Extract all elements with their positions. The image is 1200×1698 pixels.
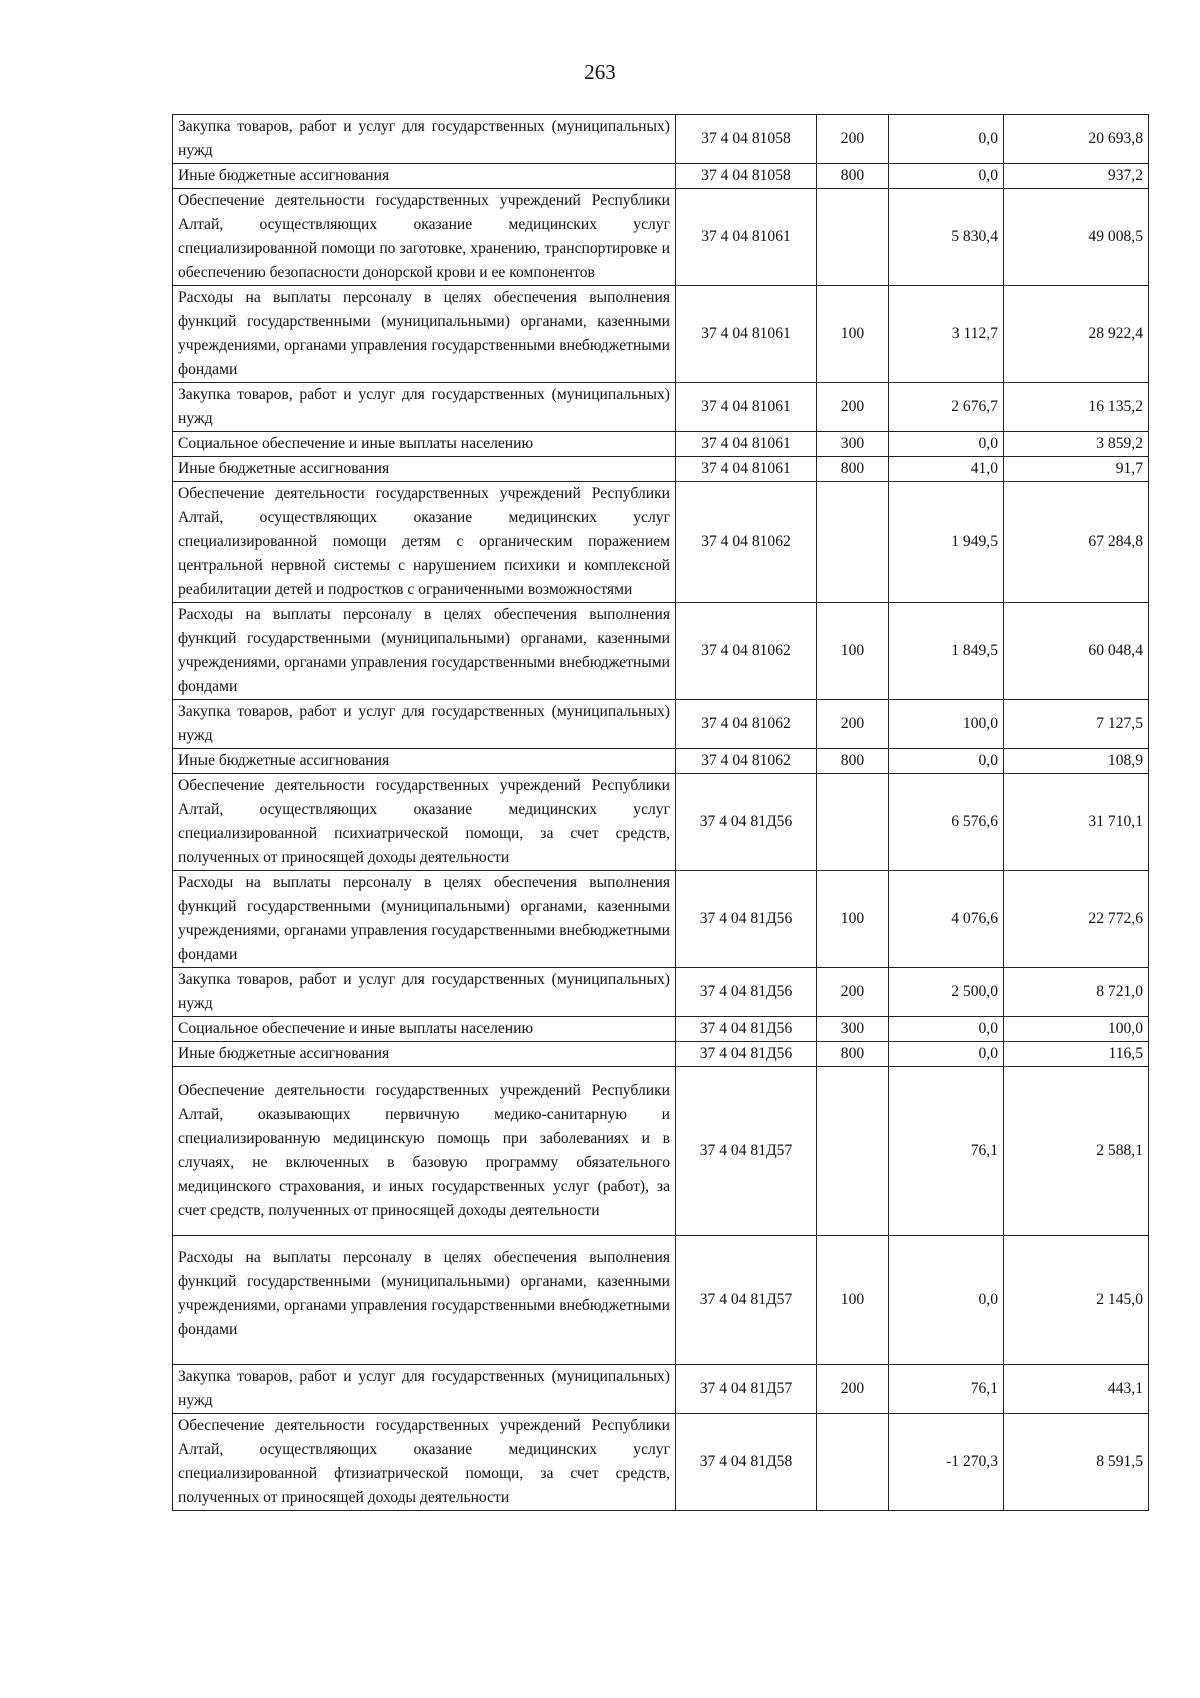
row-total: 7 127,5 xyxy=(1004,700,1149,749)
row-change: 76,1 xyxy=(889,1067,1004,1236)
row-code: 37 4 04 81061 xyxy=(676,383,817,432)
table-row xyxy=(173,1067,1149,1236)
row-change: 100,0 xyxy=(889,700,1004,749)
row-total: 108,9 xyxy=(1004,749,1149,774)
table-row xyxy=(173,1017,1149,1042)
row-expense-type: 300 xyxy=(817,1017,889,1042)
row-expense-type: 200 xyxy=(817,115,889,164)
row-total: 116,5 xyxy=(1004,1042,1149,1067)
row-name: Обеспечение деятельности государственных учреждений Республики Алтай, осуществляющих оказание медицинских услуг специализированной фтизиатрической помощи, за счет средств, полученных от приносящей доходы деятельности xyxy=(173,1414,676,1511)
table-row xyxy=(173,432,1149,457)
row-code: 37 4 04 81Д56 xyxy=(676,968,817,1017)
row-change: 0,0 xyxy=(889,1042,1004,1067)
row-name: Закупка товаров, работ и услуг для государственных (муниципальных) нужд xyxy=(173,700,676,749)
row-change: -1 270,3 xyxy=(889,1414,1004,1511)
row-expense-type: 800 xyxy=(817,749,889,774)
row-name: Расходы на выплаты персоналу в целях обеспечения выполнения функций государственными (муниципальными) органами, казенными учреждениями, органами управления государственными внебюджетными фондами xyxy=(173,603,676,700)
row-code: 37 4 04 81062 xyxy=(676,603,817,700)
row-code: 37 4 04 81Д56 xyxy=(676,871,817,968)
row-code: 37 4 04 81Д57 xyxy=(676,1236,817,1365)
row-name: Иные бюджетные ассигнования xyxy=(173,1042,676,1067)
row-expense-type: 800 xyxy=(817,164,889,189)
row-name: Закупка товаров, работ и услуг для государственных (муниципальных) нужд xyxy=(173,968,676,1017)
row-total: 60 048,4 xyxy=(1004,603,1149,700)
row-expense-type: 800 xyxy=(817,457,889,482)
row-expense-type: 300 xyxy=(817,432,889,457)
row-name: Обеспечение деятельности государственных учреждений Республики Алтай, осуществляющих оказание медицинских услуг специализированной помощи детям с органическим поражением центральной нервной системы с нарушением психики и комплексной реабилитации детей и подростков с ограниченными возможностями xyxy=(173,482,676,603)
row-total: 28 922,4 xyxy=(1004,286,1149,383)
row-change: 3 112,7 xyxy=(889,286,1004,383)
table-row xyxy=(173,871,1149,968)
row-total: 2 145,0 xyxy=(1004,1236,1149,1365)
row-code: 37 4 04 81062 xyxy=(676,749,817,774)
row-code: 37 4 04 81061 xyxy=(676,189,817,286)
row-expense-type: 100 xyxy=(817,1236,889,1365)
row-expense-type xyxy=(817,482,889,603)
row-total: 20 693,8 xyxy=(1004,115,1149,164)
row-name: Обеспечение деятельности государственных учреждений Республики Алтай, оказывающих первичную медико-санитарную и специализированную медицинскую помощь при заболеваниях и в случаях, не включенных в базовую программу обязательного медицинского страхования, и иных государственных услуг (работ), за счет средств, полученных от приносящей доходы деятельности xyxy=(173,1067,676,1236)
table-row xyxy=(173,286,1149,383)
row-total: 443,1 xyxy=(1004,1365,1149,1414)
table-row xyxy=(173,774,1149,871)
row-name: Обеспечение деятельности государственных учреждений Республики Алтай, осуществляющих оказание медицинских услуг специализированной помощи по заготовке, хранению, транспортировке и обеспечению безопасности донорской крови и ее компонентов xyxy=(173,189,676,286)
row-expense-type: 100 xyxy=(817,286,889,383)
row-change: 0,0 xyxy=(889,749,1004,774)
row-total: 8 721,0 xyxy=(1004,968,1149,1017)
row-change: 1 849,5 xyxy=(889,603,1004,700)
table-row xyxy=(173,1414,1149,1511)
table-row xyxy=(173,164,1149,189)
row-change: 0,0 xyxy=(889,1017,1004,1042)
row-expense-type: 800 xyxy=(817,1042,889,1067)
table-row xyxy=(173,383,1149,432)
page-number: 263 xyxy=(584,60,616,84)
row-expense-type: 200 xyxy=(817,1365,889,1414)
row-change: 4 076,6 xyxy=(889,871,1004,968)
row-total: 91,7 xyxy=(1004,457,1149,482)
table-row xyxy=(173,603,1149,700)
row-total: 3 859,2 xyxy=(1004,432,1149,457)
row-change: 0,0 xyxy=(889,1236,1004,1365)
row-code: 37 4 04 81Д56 xyxy=(676,1042,817,1067)
row-total: 31 710,1 xyxy=(1004,774,1149,871)
row-name: Расходы на выплаты персоналу в целях обеспечения выполнения функций государственными (муниципальными) органами, казенными учреждениями, органами управления государственными внебюджетными фондами xyxy=(173,1236,676,1365)
row-expense-type xyxy=(817,189,889,286)
table-row xyxy=(173,115,1149,164)
row-change: 2 500,0 xyxy=(889,968,1004,1017)
row-expense-type xyxy=(817,1067,889,1236)
row-total: 49 008,5 xyxy=(1004,189,1149,286)
table-row xyxy=(173,482,1149,603)
budget-table-body xyxy=(173,115,1149,1511)
row-expense-type: 200 xyxy=(817,383,889,432)
row-code: 37 4 04 81061 xyxy=(676,432,817,457)
row-change: 0,0 xyxy=(889,432,1004,457)
table-row xyxy=(173,1365,1149,1414)
row-code: 37 4 04 81Д57 xyxy=(676,1365,817,1414)
budget-table xyxy=(172,114,1149,1511)
table-row xyxy=(173,1236,1149,1365)
row-code: 37 4 04 81062 xyxy=(676,700,817,749)
row-code: 37 4 04 81Д58 xyxy=(676,1414,817,1511)
row-change: 41,0 xyxy=(889,457,1004,482)
row-change: 0,0 xyxy=(889,164,1004,189)
row-name: Социальное обеспечение и иные выплаты населению xyxy=(173,1017,676,1042)
row-total: 937,2 xyxy=(1004,164,1149,189)
row-name: Иные бюджетные ассигнования xyxy=(173,164,676,189)
row-total: 16 135,2 xyxy=(1004,383,1149,432)
row-name: Закупка товаров, работ и услуг для государственных (муниципальных) нужд xyxy=(173,115,676,164)
table-row xyxy=(173,749,1149,774)
row-name: Социальное обеспечение и иные выплаты населению xyxy=(173,432,676,457)
row-expense-type: 100 xyxy=(817,603,889,700)
row-name: Расходы на выплаты персоналу в целях обеспечения выполнения функций государственными (муниципальными) органами, казенными учреждениями, органами управления государственными внебюджетными фондами xyxy=(173,286,676,383)
row-change: 76,1 xyxy=(889,1365,1004,1414)
row-name: Закупка товаров, работ и услуг для государственных (муниципальных) нужд xyxy=(173,1365,676,1414)
row-name: Обеспечение деятельности государственных учреждений Республики Алтай, осуществляющих оказание медицинских услуг специализированной психиатрической помощи, за счет средств, полученных от приносящей доходы деятельности xyxy=(173,774,676,871)
row-total: 67 284,8 xyxy=(1004,482,1149,603)
row-code: 37 4 04 81061 xyxy=(676,286,817,383)
row-expense-type xyxy=(817,774,889,871)
row-expense-type xyxy=(817,1414,889,1511)
row-code: 37 4 04 81061 xyxy=(676,457,817,482)
row-change: 1 949,5 xyxy=(889,482,1004,603)
row-total: 2 588,1 xyxy=(1004,1067,1149,1236)
row-code: 37 4 04 81Д57 xyxy=(676,1067,817,1236)
row-change: 5 830,4 xyxy=(889,189,1004,286)
table-row xyxy=(173,700,1149,749)
row-name: Иные бюджетные ассигнования xyxy=(173,749,676,774)
row-code: 37 4 04 81058 xyxy=(676,115,817,164)
row-expense-type: 100 xyxy=(817,871,889,968)
row-code: 37 4 04 81Д56 xyxy=(676,774,817,871)
row-name: Иные бюджетные ассигнования xyxy=(173,457,676,482)
row-total: 100,0 xyxy=(1004,1017,1149,1042)
row-expense-type: 200 xyxy=(817,700,889,749)
table-row xyxy=(173,968,1149,1017)
row-total: 8 591,5 xyxy=(1004,1414,1149,1511)
table-row xyxy=(173,1042,1149,1067)
row-change: 2 676,7 xyxy=(889,383,1004,432)
row-name: Расходы на выплаты персоналу в целях обеспечения выполнения функций государственными (муниципальными) органами, казенными учреждениями, органами управления государственными внебюджетными фондами xyxy=(173,871,676,968)
table-row xyxy=(173,189,1149,286)
row-change: 6 576,6 xyxy=(889,774,1004,871)
row-code: 37 4 04 81Д56 xyxy=(676,1017,817,1042)
row-code: 37 4 04 81058 xyxy=(676,164,817,189)
row-total: 22 772,6 xyxy=(1004,871,1149,968)
row-expense-type: 200 xyxy=(817,968,889,1017)
row-change: 0,0 xyxy=(889,115,1004,164)
table-row xyxy=(173,457,1149,482)
row-code: 37 4 04 81062 xyxy=(676,482,817,603)
row-name: Закупка товаров, работ и услуг для государственных (муниципальных) нужд xyxy=(173,383,676,432)
